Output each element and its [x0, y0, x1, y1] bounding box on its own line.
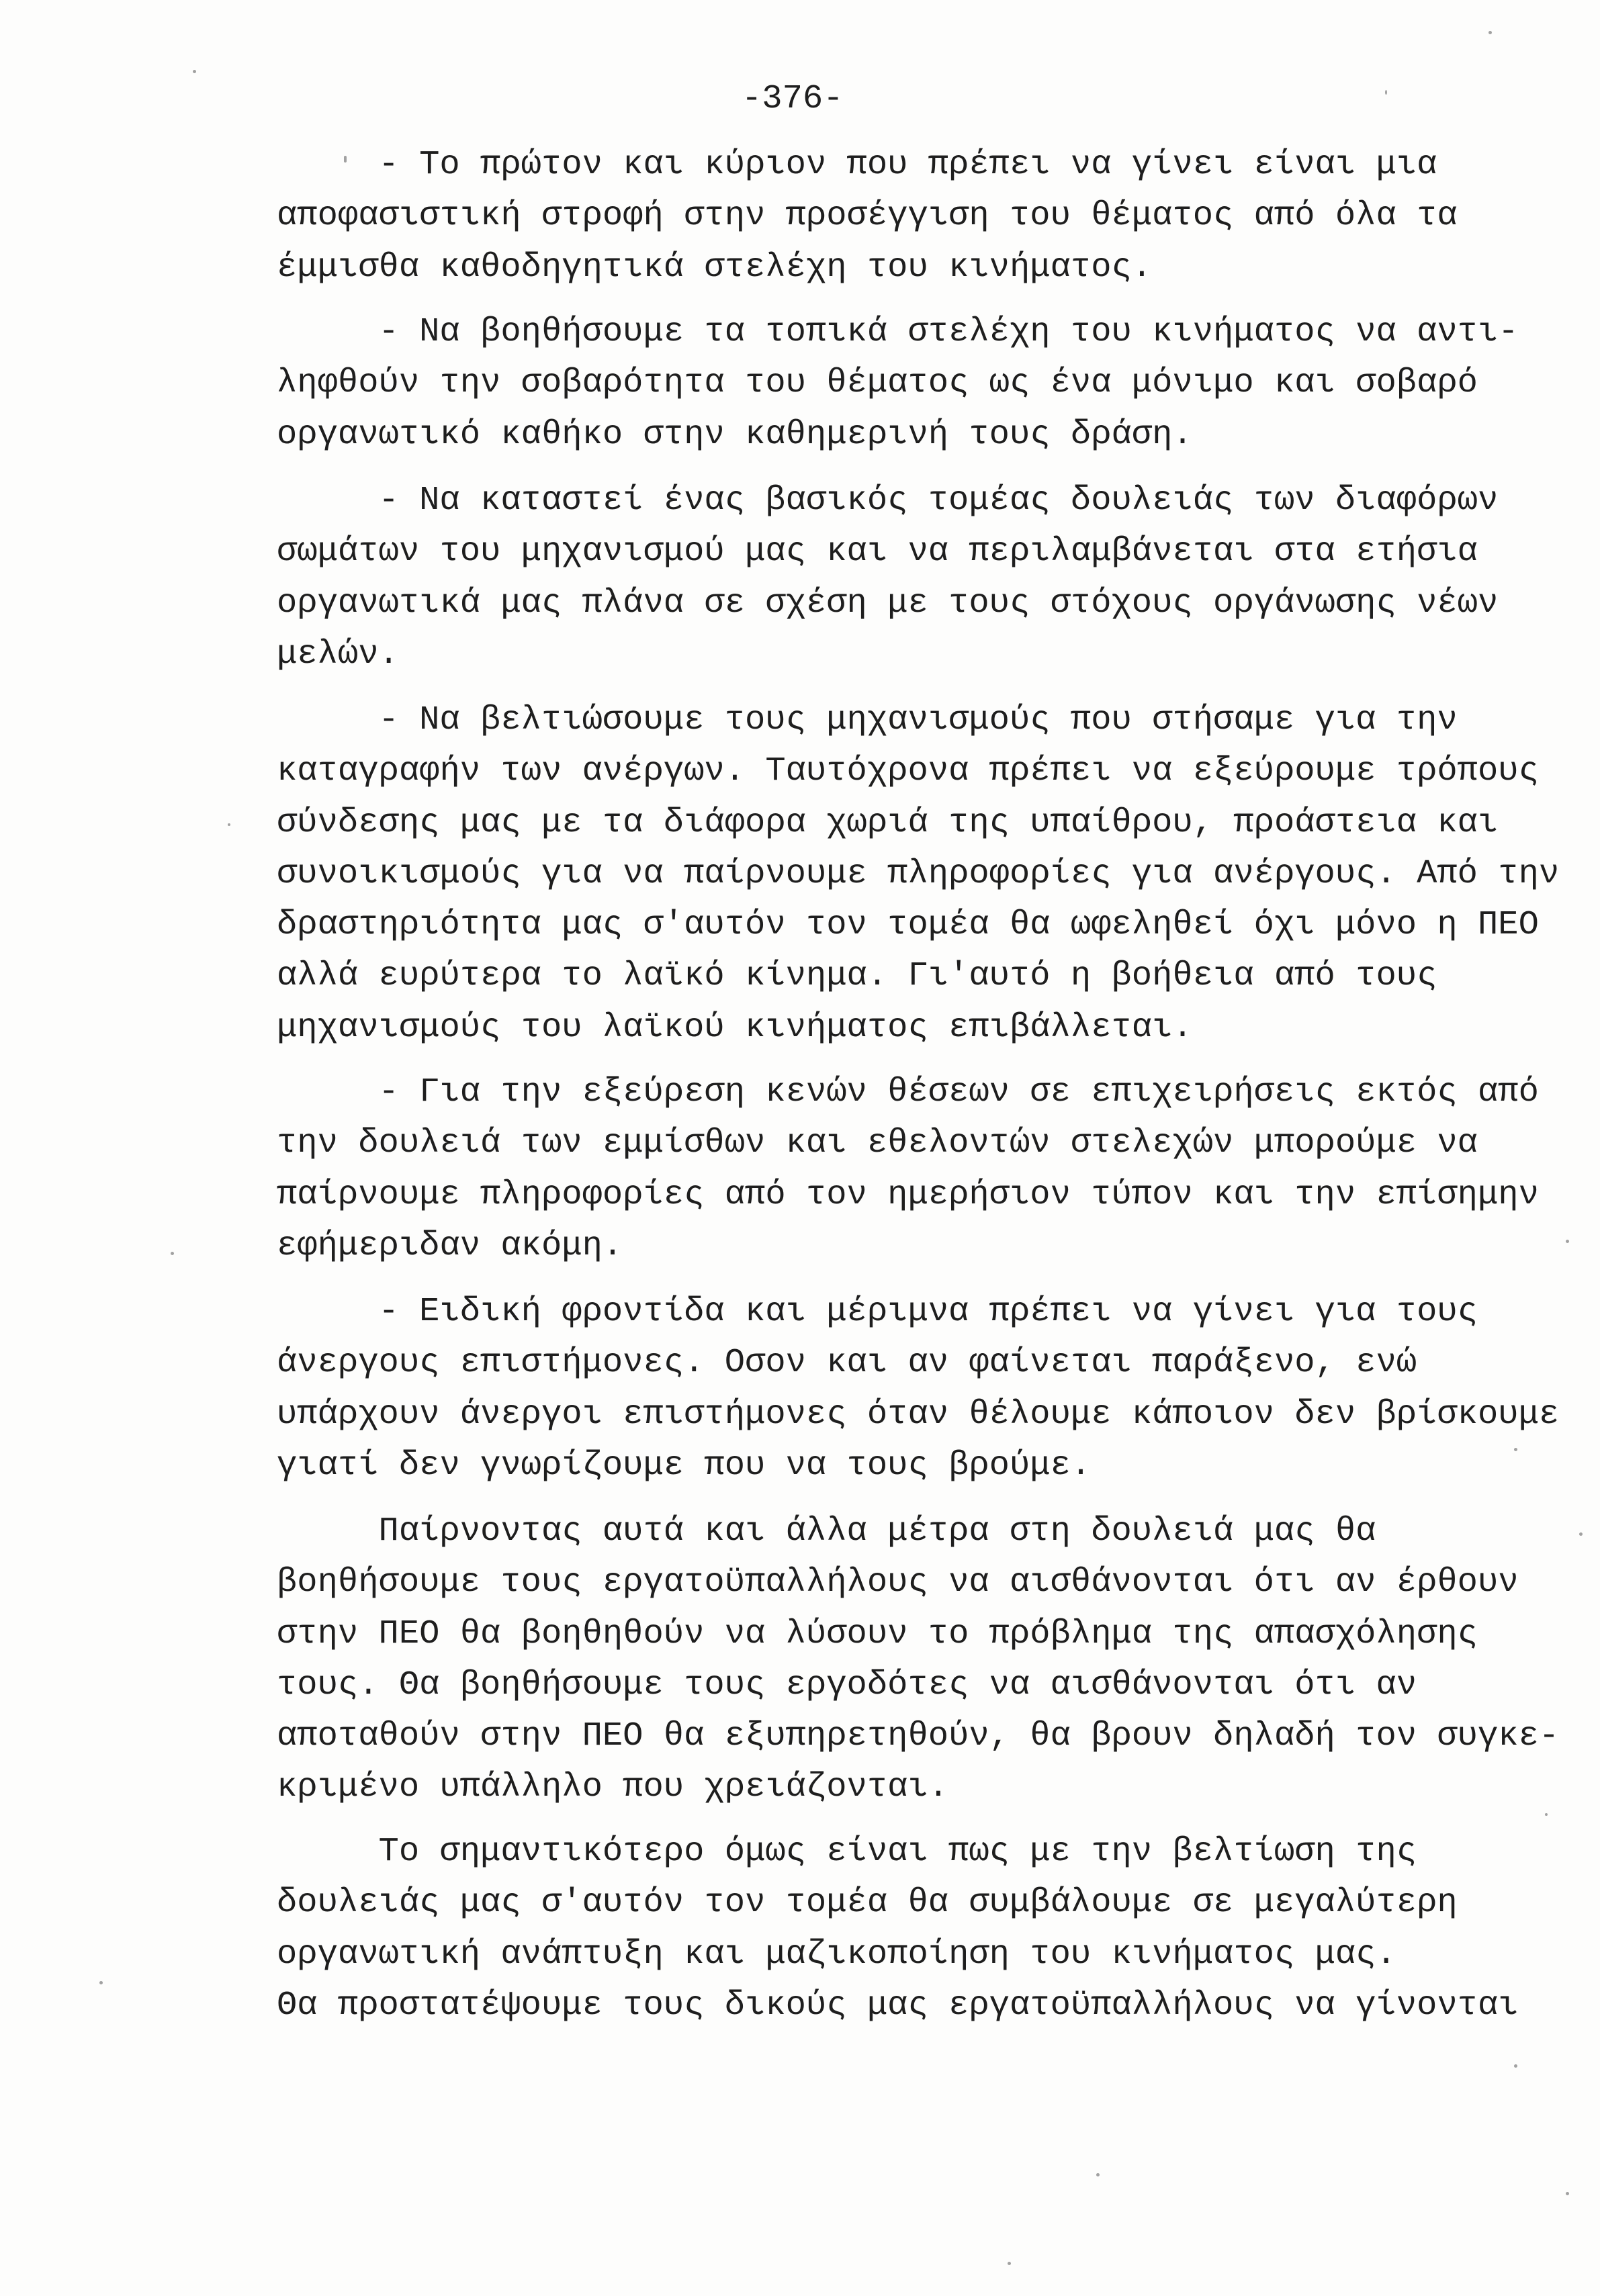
scan-speck	[99, 1981, 103, 1984]
text-line: οργανωτικά μας πλάνα σε σχέση με τους στόχους οργάνωσης νέων	[277, 584, 1499, 623]
text-line: μελών.	[277, 635, 399, 674]
text-line: Θα προστατέψουμε τους δικούς μας εργατοϋπαλλήλους να γίνονται	[277, 1986, 1519, 2025]
text-line: τους. Θα βοηθήσουμε τους εργοδότες να αισθάνονται ότι αν	[277, 1665, 1417, 1704]
scan-speck	[1008, 2262, 1011, 2265]
paragraph-2	[277, 307, 1587, 461]
text-line: - Ειδική φροντίδα και μέριμνα πρέπει να γίνει για τους	[378, 1293, 1478, 1331]
scan-speck	[344, 156, 347, 163]
text-line: - Για την εξεύρεση κενών θέσεων σε επιχειρήσεις εκτός από	[378, 1073, 1539, 1111]
scan-speck	[171, 1252, 174, 1255]
text-line: Παίρνοντας αυτά και άλλα μέτρα στη δουλειά μας θα	[378, 1512, 1376, 1551]
scan-speck	[1514, 2064, 1517, 2068]
text-line: άνεργους επιστήμονες. Οσον και αν φαίνεται παράξενο, ενώ	[277, 1344, 1417, 1383]
text-line: στην ΠΕΟ θα βοηθηθούν να λύσουν το πρόβλημα της απασχόλησης	[277, 1614, 1478, 1653]
scan-speck	[1579, 1532, 1583, 1536]
scan-speck	[1566, 1240, 1569, 1243]
scan-speck	[1096, 2173, 1100, 2176]
text-line: σωμάτων του μηχανισμού μας και να περιλαμβάνεται στα ετήσια	[277, 533, 1478, 571]
text-line: την δουλειά των εμμίσθων και εθελοντών στελεχών μπορούμε να	[277, 1124, 1478, 1163]
text-line: βοηθήσουμε τους εργατοϋπαλλήλους να αισθάνονται ότι αν έρθουν	[277, 1563, 1519, 1602]
text-line: καταγραφήν των ανέργων. Ταυτόχρονα πρέπει να εξεύρουμε τρόπους	[277, 752, 1539, 791]
paragraph-5	[277, 1067, 1587, 1272]
text-line: αποφασιστική στροφή στην προσέγγιση του θέματος από όλα τα	[277, 197, 1458, 236]
text-line: παίρνουμε πληροφορίες από τον ημερήσιον τύπον και την επίσημην	[277, 1175, 1539, 1214]
scan-speck	[1545, 1813, 1548, 1816]
scan-speck	[1488, 31, 1492, 34]
text-line: εφήμεριδαν ακόμη.	[277, 1226, 623, 1265]
scan-speck	[1385, 90, 1387, 95]
text-line: ληφθούν την σοβαρότητα του θέματος ως ένα μόνιμο και σοβαρό	[277, 364, 1478, 403]
text-line: αλλά ευρύτερα το λαϊκό κίνημα. Γι'αυτό η βοήθεια από τους	[277, 957, 1437, 996]
text-line: υπάρχουν άνεργοι επιστήμονες όταν θέλουμε κάποιον δεν βρίσκουμε	[277, 1395, 1560, 1434]
page-number: -376-	[742, 80, 844, 118]
scan-speck	[1566, 2192, 1569, 2195]
paragraph-1	[277, 140, 1587, 293]
scan-speck	[193, 70, 196, 73]
text-line: οργανωτικό καθήκο στην καθημερινή τους δράση.	[277, 415, 1193, 454]
text-line: οργανωτική ανάπτυξη και μαζικοποίηση του κινήματος μας.	[277, 1935, 1396, 1974]
text-line: κριμένο υπάλληλο που χρειάζονται.	[277, 1768, 949, 1807]
text-line: έμμισθα καθοδηγητικά στελέχη του κινήματος.	[277, 248, 1153, 287]
scan-speck	[1514, 1448, 1517, 1451]
paragraph-4	[277, 695, 1587, 1054]
text-line: αποταθούν στην ΠΕΟ θα εξυπηρετηθούν, θα βρουν δηλαδή τον συγκε-	[277, 1717, 1560, 1756]
text-line: - Να καταστεί ένας βασικός τομέας δουλειάς των διαφόρων	[378, 481, 1499, 520]
paragraph-6	[277, 1287, 1587, 1491]
paragraph-8	[277, 1827, 1587, 2031]
text-line: δουλειάς μας σ'αυτόν τον τομέα θα συμβάλουμε σε μεγαλύτερη	[277, 1884, 1458, 1923]
text-line: μηχανισμούς του λαϊκού κινήματος επιβάλλεται.	[277, 1008, 1193, 1047]
scan-speck	[228, 823, 230, 826]
text-line: σύνδεσης μας με τα διάφορα χωριά της υπαίθρου, προάστεια και	[277, 803, 1499, 842]
text-line: γιατί δεν γνωρίζουμε που να τους βρούμε.	[277, 1446, 1092, 1485]
text-line: συνοικισμούς για να παίρνουμε πληροφορίες για ανέργους. Από την	[277, 854, 1560, 893]
text-line: Το σημαντικότερο όμως είναι πως με την βελτίωση της	[378, 1833, 1417, 1871]
paragraph-3	[277, 475, 1587, 680]
text-line: - Να βελτιώσουμε τους μηχανισμούς που στήσαμε για την	[378, 701, 1458, 739]
text-line: δραστηριότητα μας σ'αυτόν τον τομέα θα ωφεληθεί όχι μόνο η ΠΕΟ	[277, 906, 1539, 945]
text-line: - Το πρώτον και κύριον που πρέπει να γίνει είναι μια	[378, 146, 1437, 184]
paragraph-7	[277, 1506, 1587, 1814]
text-line: - Να βοηθήσουμε τα τοπικά στελέχη του κινήματος να αντι-	[378, 313, 1519, 351]
